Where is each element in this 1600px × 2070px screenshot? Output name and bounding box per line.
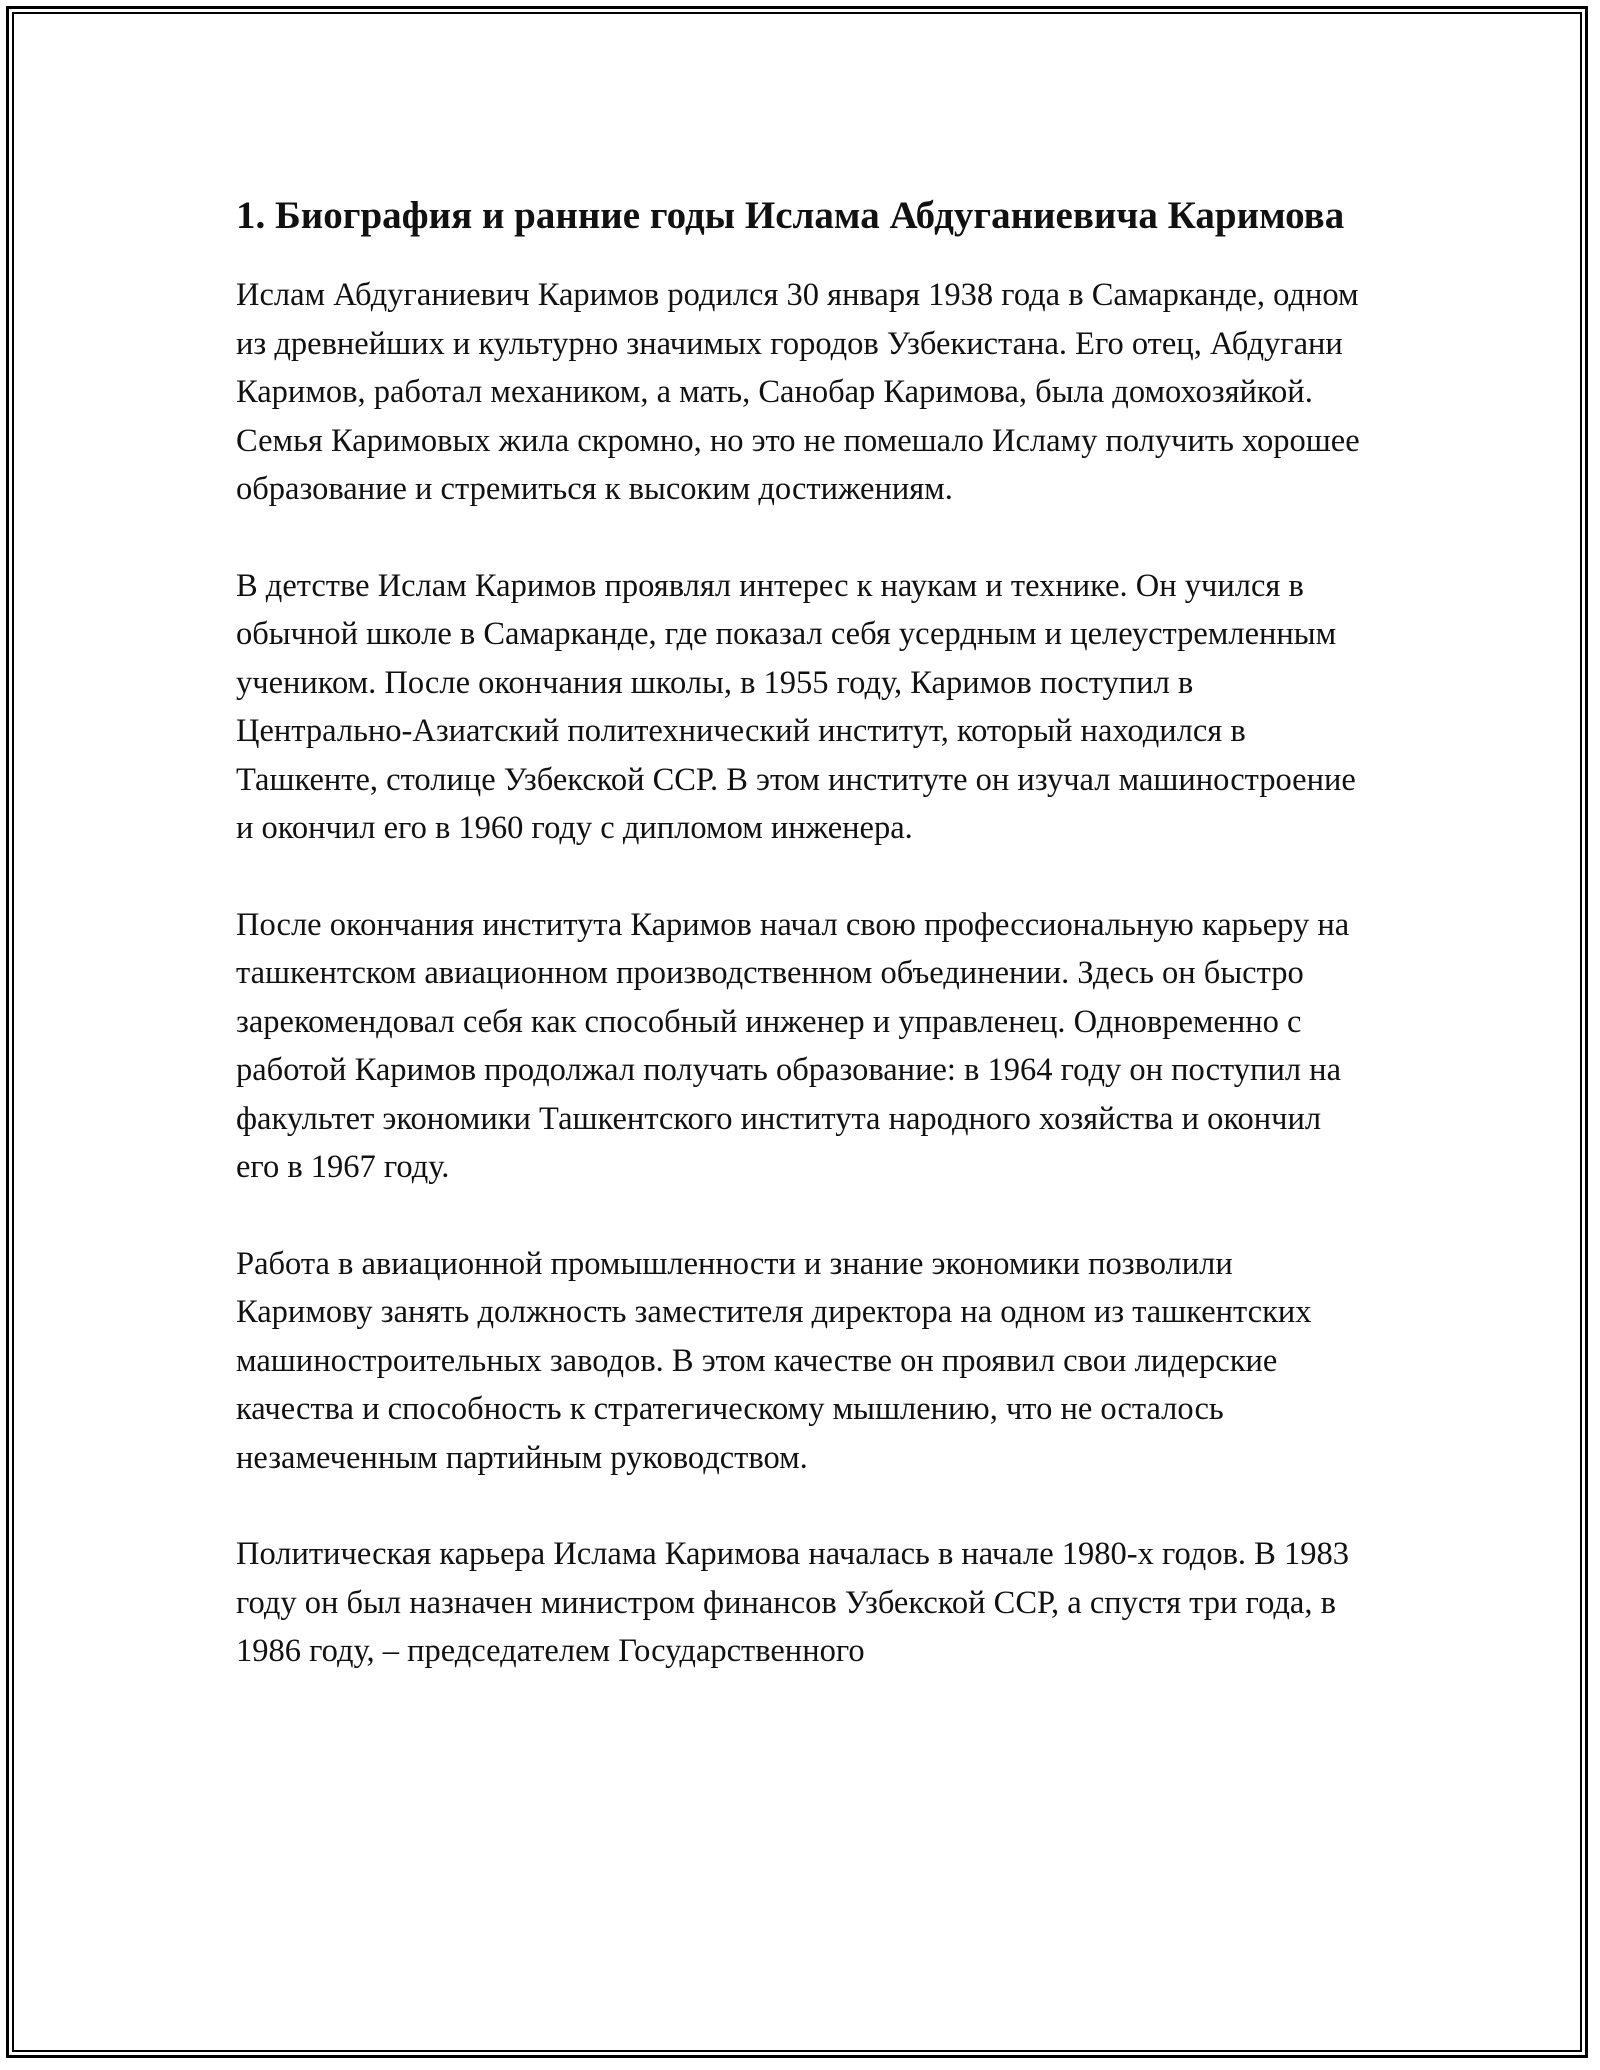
paragraph-4: Работа в авиационной промышленности и знание экономики позволили Каримову занять должность заместителя директора на одном из ташкентских машиностроительных заводов. В этом качестве он проявил свои лидерские качества и способность к стратегическому мышлению, что не осталось незамеченным партийным руководством.	[236, 1245, 1312, 1476]
section-heading: 1. Биография и ранние годы Ислама Абдуганиевича Каримова	[236, 194, 1345, 237]
paragraph-1: Ислам Абдуганиевич Каримов родился 30 января 1938 года в Самарканде, одном из древнейших и культурно значимых городов Узбекистана. Его отец, Абдугани Каримов, работал механиком, а мать, Санобар Каримова, была домохозяйкой. Семья Каримовых жила скромно, но это не помешало Исламу получить хорошее образование и стремиться к высоким достижениям.	[236, 277, 1360, 507]
paragraph-5: Политическая карьера Ислама Каримова началась в начале 1980-х годов. В 1983 году он был назначен министром финансов Узбекской ССР, а спустя три года, в 1986 году, – председателем Государственного	[236, 1536, 1349, 1669]
document-body	[236, 188, 1366, 1724]
paragraph-3: После окончания института Каримов начал свою профессиональную карьеру на ташкентском авиационном производственном объединении. Здесь он быстро зарекомендовал себя как способный инженер и управленец. Одновременно с работой Каримов продолжал получать образование: в 1964 году он поступил на факультет экономики Ташкентского института народного хозяйства и окончил его в 1967 году.	[236, 906, 1350, 1185]
paragraph-2: В детстве Ислам Каримов проявлял интерес к наукам и технике. Он учился в обычной школе в Самарканде, где показал себя усердным и целеустремленным учеником. После окончания школы, в 1955 году, Каримов поступил в Центрально-Азиатский политехнический институт, который находился в Ташкенте, столице Узбекской ССР. В этом институте он изучал машиностроение и окончил его в 1960 году с дипломом инженера.	[236, 567, 1356, 846]
